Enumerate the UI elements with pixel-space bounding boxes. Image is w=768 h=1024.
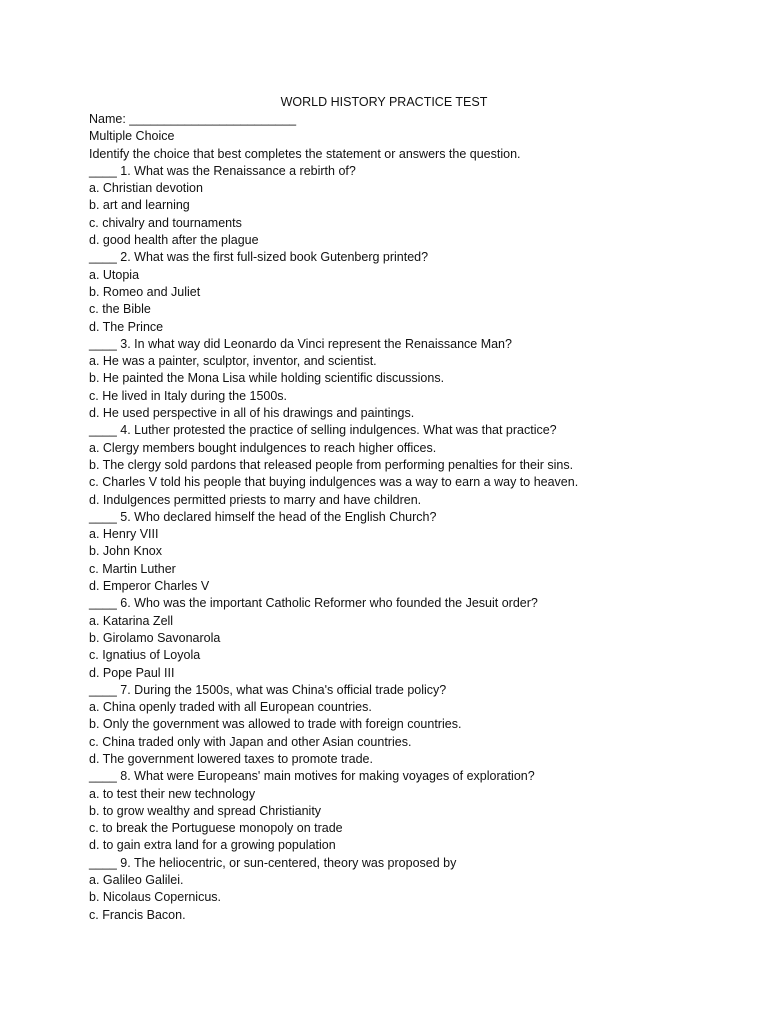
answer-choice: d. He used perspective in all of his drawings and paintings. xyxy=(89,406,415,421)
question-text: ____ 6. Who was the important Catholic Reformer who founded the Jesuit order? xyxy=(89,596,538,611)
answer-choice: d. Pope Paul III xyxy=(89,665,175,680)
question-text: ____ 5. Who declared himself the head of the English Church? xyxy=(89,509,437,524)
question-text: ____ 3. In what way did Leonardo da Vinci represent the Renaissance Man? xyxy=(89,336,512,351)
answer-choice: a. Katarina Zell xyxy=(89,613,174,628)
answer-choice: c. He lived in Italy during the 1500s. xyxy=(89,388,288,403)
answer-choice: d. The government lowered taxes to promote trade. xyxy=(89,751,373,766)
answer-choice: c. to break the Portuguese monopoly on trade xyxy=(89,821,343,836)
answer-choice: d. The Prince xyxy=(89,319,164,334)
answer-choice: a. Galileo Galilei. xyxy=(89,873,184,888)
answer-choice: c. Ignatius of Loyola xyxy=(89,648,201,663)
answer-choice: d. Indulgences permitted priests to marry and have children. xyxy=(89,492,422,507)
name-line: Name: ________________________ xyxy=(89,112,297,126)
answer-choice: b. John Knox xyxy=(89,544,162,559)
answer-choice: a. China openly traded with all European countries. xyxy=(89,700,372,715)
answer-choice: a. Utopia xyxy=(89,267,140,282)
answer-choice: b. Only the government was allowed to trade with foreign countries. xyxy=(89,717,462,732)
answer-choice: b. art and learning xyxy=(89,198,190,213)
question-text: ____ 8. What were Europeans' main motives for making voyages of exploration? xyxy=(89,769,535,784)
question-list xyxy=(89,163,749,924)
instructions: Identify the choice that best completes the statement or answers the question. xyxy=(89,146,521,161)
answer-choice: c. Francis Bacon. xyxy=(89,907,186,922)
page-title: WORLD HISTORY PRACTICE TEST xyxy=(280,95,488,109)
answer-choice: b. Nicolaus Copernicus. xyxy=(89,890,222,905)
answer-choice: a. Henry VIII xyxy=(89,527,159,542)
answer-choice: c. the Bible xyxy=(89,302,151,317)
answer-choice: b. Girolamo Savonarola xyxy=(89,630,221,645)
answer-choice: b. He painted the Mona Lisa while holding scientific discussions. xyxy=(89,371,445,386)
answer-choice: c. China traded only with Japan and other Asian countries. xyxy=(89,734,412,749)
question-text: ____ 1. What was the Renaissance a rebirth of? xyxy=(89,163,356,178)
answer-choice: d. to gain extra land for a growing population xyxy=(89,838,336,853)
answer-choice: d. good health after the plague xyxy=(89,233,259,248)
answer-choice: c. Martin Luther xyxy=(89,561,176,576)
question-text: ____ 9. The heliocentric, or sun-centered, theory was proposed by xyxy=(89,855,457,870)
question-text: ____ 7. During the 1500s, what was China's official trade policy? xyxy=(89,682,447,697)
question-text: ____ 2. What was the first full-sized book Gutenberg printed? xyxy=(89,250,429,265)
answer-choice: a. to test their new technology xyxy=(89,786,256,801)
section-heading: Multiple Choice xyxy=(89,129,175,144)
answer-choice: d. Emperor Charles V xyxy=(89,579,210,594)
answer-choice: b. to grow wealthy and spread Christianity xyxy=(89,803,322,818)
answer-choice: b. The clergy sold pardons that released people from performing penalties for their sins. xyxy=(89,457,574,472)
answer-choice: a. Christian devotion xyxy=(89,181,203,196)
answer-choice: b. Romeo and Juliet xyxy=(89,284,201,299)
answer-choice: c. chivalry and tournaments xyxy=(89,215,242,230)
question-text: ____ 4. Luther protested the practice of selling indulgences. What was that practice? xyxy=(89,423,557,438)
answer-choice: c. Charles V told his people that buying indulgences was a way to earn a way to heaven. xyxy=(89,475,579,490)
document-body xyxy=(89,111,749,924)
answer-choice: a. He was a painter, sculptor, inventor, and scientist. xyxy=(89,354,377,369)
answer-choice: a. Clergy members bought indulgences to reach higher offices. xyxy=(89,440,437,455)
